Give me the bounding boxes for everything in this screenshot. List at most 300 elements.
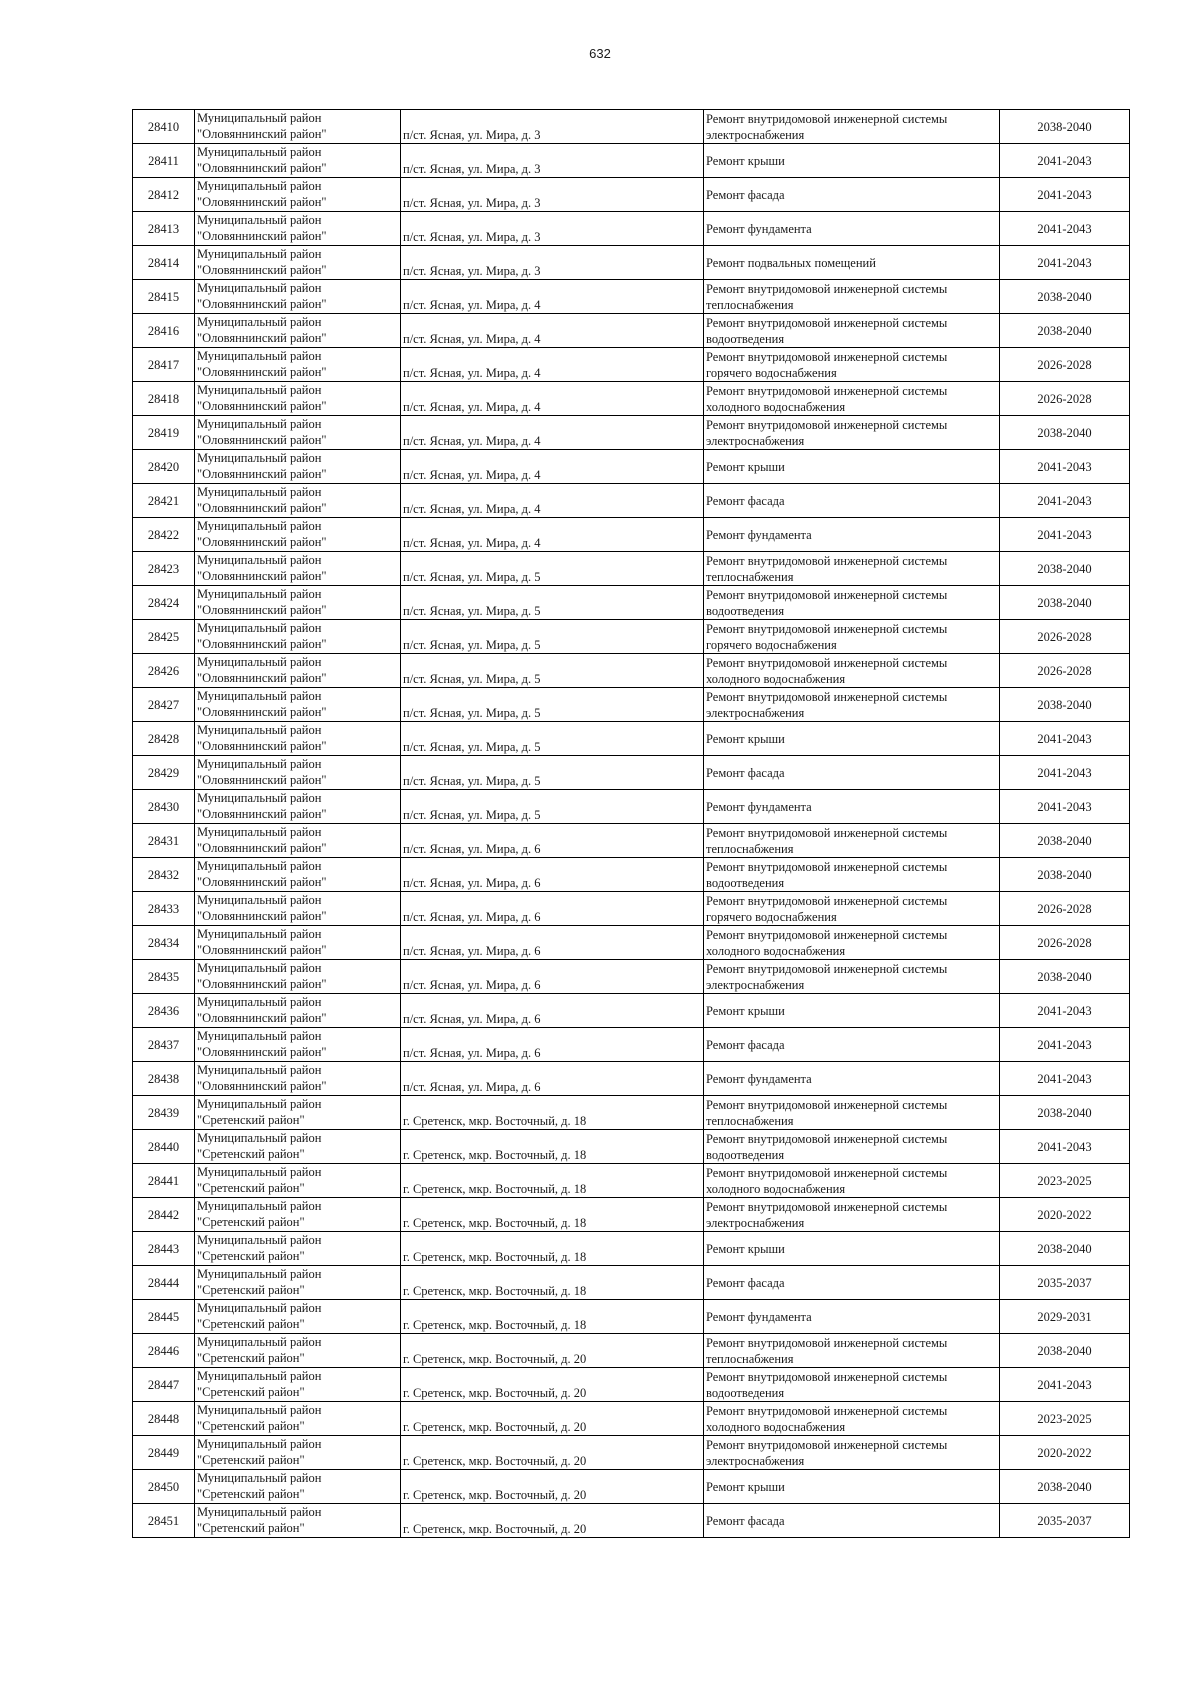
municipality-cell [195, 246, 401, 280]
period-cell: 2026-2028 [1000, 348, 1130, 382]
record-number: 28449 [133, 1436, 195, 1470]
work-type-line-1: Ремонт фасада [706, 1275, 785, 1290]
municipality-cell [195, 1164, 401, 1198]
table-row [133, 586, 1130, 620]
address-cell: г. Сретенск, мкр. Восточный, д. 18 [401, 1130, 704, 1164]
municipality-name: "Оловяннинский район" [197, 807, 327, 821]
table-row [133, 382, 1130, 416]
work-type-line-2: электроснабжения [706, 706, 805, 720]
work-type-cell [704, 1130, 1000, 1164]
work-type-line-1: Ремонт внутридомовой инженерной системы [706, 350, 948, 364]
municipality-name: "Оловяннинский район" [197, 433, 327, 447]
work-type-line-1: Ремонт фундамента [706, 799, 812, 814]
record-number: 28445 [133, 1300, 195, 1334]
period-cell: 2038-2040 [1000, 110, 1130, 144]
municipality-name: "Оловяннинский район" [197, 603, 327, 617]
municipality-type: Муниципальный район [197, 723, 322, 737]
municipality-cell [195, 552, 401, 586]
address-cell: п/ст. Ясная, ул. Мира, д. 6 [401, 1062, 704, 1096]
period-cell: 2023-2025 [1000, 1402, 1130, 1436]
municipality-type: Муниципальный район [197, 1165, 322, 1179]
work-type-line-2: электроснабжения [706, 1454, 805, 1468]
work-type-cell [704, 1368, 1000, 1402]
address-cell: п/ст. Ясная, ул. Мира, д. 4 [401, 314, 704, 348]
record-number: 28412 [133, 178, 195, 212]
record-number: 28434 [133, 926, 195, 960]
municipality-name: "Сретенский район" [197, 1385, 305, 1399]
period-cell: 2041-2043 [1000, 518, 1130, 552]
municipality-cell [195, 926, 401, 960]
work-type-cell [704, 1402, 1000, 1436]
work-type-cell [704, 858, 1000, 892]
address-cell: п/ст. Ясная, ул. Мира, д. 6 [401, 892, 704, 926]
address-cell: г. Сретенск, мкр. Восточный, д. 18 [401, 1232, 704, 1266]
municipality-type: Муниципальный район [197, 213, 322, 227]
municipality-type: Муниципальный район [197, 1369, 322, 1383]
municipality-cell [195, 586, 401, 620]
table-row [133, 756, 1130, 790]
work-type-line-1: Ремонт подвальных помещений [706, 255, 876, 270]
address-cell: п/ст. Ясная, ул. Мира, д. 4 [401, 348, 704, 382]
record-number: 28418 [133, 382, 195, 416]
table-row [133, 246, 1130, 280]
record-number: 28430 [133, 790, 195, 824]
municipality-cell [195, 654, 401, 688]
record-number: 28415 [133, 280, 195, 314]
municipality-cell [195, 314, 401, 348]
record-number: 28432 [133, 858, 195, 892]
work-type-cell [704, 450, 1000, 484]
work-type-cell [704, 892, 1000, 926]
work-type-cell [704, 314, 1000, 348]
work-type-line-1: Ремонт крыши [706, 1241, 785, 1256]
municipality-cell [195, 518, 401, 552]
period-cell: 2026-2028 [1000, 620, 1130, 654]
table-row [133, 994, 1130, 1028]
period-cell: 2041-2043 [1000, 450, 1130, 484]
table-row [133, 824, 1130, 858]
table-row [133, 1096, 1130, 1130]
municipality-name: "Сретенский район" [197, 1521, 305, 1535]
work-type-line-2: водоотведения [706, 876, 785, 890]
address-cell: п/ст. Ясная, ул. Мира, д. 4 [401, 280, 704, 314]
address-cell: г. Сретенск, мкр. Восточный, д. 18 [401, 1198, 704, 1232]
municipality-cell [195, 484, 401, 518]
municipality-cell [195, 450, 401, 484]
work-type-cell [704, 552, 1000, 586]
address-cell: п/ст. Ясная, ул. Мира, д. 6 [401, 824, 704, 858]
municipality-type: Муниципальный район [197, 315, 322, 329]
period-cell: 2038-2040 [1000, 824, 1130, 858]
work-type-cell [704, 1470, 1000, 1504]
municipality-cell [195, 892, 401, 926]
address-cell: г. Сретенск, мкр. Восточный, д. 20 [401, 1504, 704, 1538]
table-row [133, 892, 1130, 926]
municipality-cell [195, 416, 401, 450]
municipality-type: Муниципальный район [197, 247, 322, 261]
municipality-type: Муниципальный район [197, 1267, 322, 1281]
table-row [133, 484, 1130, 518]
table-row [133, 1164, 1130, 1198]
record-number: 28417 [133, 348, 195, 382]
address-cell: г. Сретенск, мкр. Восточный, д. 20 [401, 1436, 704, 1470]
work-type-line-2: холодного водоснабжения [706, 672, 846, 686]
municipality-name: "Оловяннинский район" [197, 365, 327, 379]
municipality-name: "Оловяннинский район" [197, 195, 327, 209]
period-cell: 2038-2040 [1000, 586, 1130, 620]
municipality-type: Муниципальный район [197, 1199, 322, 1213]
work-type-line-1: Ремонт внутридомовой инженерной системы [706, 1166, 948, 1180]
work-type-cell [704, 382, 1000, 416]
municipality-name: "Оловяннинский район" [197, 671, 327, 685]
period-cell: 2038-2040 [1000, 280, 1130, 314]
period-cell: 2038-2040 [1000, 688, 1130, 722]
municipality-cell [195, 1436, 401, 1470]
work-type-line-1: Ремонт внутридомовой инженерной системы [706, 656, 948, 670]
record-number: 28451 [133, 1504, 195, 1538]
period-cell: 2023-2025 [1000, 1164, 1130, 1198]
work-type-line-1: Ремонт крыши [706, 1003, 785, 1018]
municipality-cell [195, 382, 401, 416]
work-type-line-2: холодного водоснабжения [706, 1420, 846, 1434]
record-number: 28440 [133, 1130, 195, 1164]
work-type-cell [704, 1028, 1000, 1062]
municipality-name: "Оловяннинский район" [197, 535, 327, 549]
address-cell: г. Сретенск, мкр. Восточный, д. 20 [401, 1334, 704, 1368]
work-type-line-1: Ремонт фундамента [706, 1071, 812, 1086]
work-type-line-1: Ремонт внутридомовой инженерной системы [706, 1438, 948, 1452]
municipality-cell [195, 960, 401, 994]
table-row [133, 416, 1130, 450]
period-cell: 2041-2043 [1000, 722, 1130, 756]
work-type-line-2: теплоснабжения [706, 1114, 794, 1128]
address-cell: г. Сретенск, мкр. Восточный, д. 20 [401, 1470, 704, 1504]
municipality-cell [195, 858, 401, 892]
municipality-type: Муниципальный район [197, 1063, 322, 1077]
table-row [133, 1470, 1130, 1504]
work-type-line-2: горячего водоснабжения [706, 910, 837, 924]
municipality-name: "Сретенский район" [197, 1249, 305, 1263]
municipality-name: "Сретенский район" [197, 1419, 305, 1433]
work-type-line-2: холодного водоснабжения [706, 1182, 846, 1196]
period-cell: 2041-2043 [1000, 246, 1130, 280]
record-number: 28442 [133, 1198, 195, 1232]
period-cell: 2020-2022 [1000, 1436, 1130, 1470]
work-type-line-1: Ремонт внутридомовой инженерной системы [706, 622, 948, 636]
municipality-cell [195, 1028, 401, 1062]
municipality-type: Муниципальный район [197, 1233, 322, 1247]
period-cell: 2038-2040 [1000, 858, 1130, 892]
municipality-type: Муниципальный район [197, 995, 322, 1009]
work-type-line-1: Ремонт внутридомовой инженерной системы [706, 928, 948, 942]
work-type-line-1: Ремонт внутридомовой инженерной системы [706, 588, 948, 602]
period-cell: 2041-2043 [1000, 144, 1130, 178]
period-cell: 2038-2040 [1000, 416, 1130, 450]
municipality-type: Муниципальный район [197, 757, 322, 771]
record-number: 28425 [133, 620, 195, 654]
municipality-name: "Сретенский район" [197, 1351, 305, 1365]
address-cell: п/ст. Ясная, ул. Мира, д. 4 [401, 518, 704, 552]
municipality-type: Муниципальный район [197, 1437, 322, 1451]
municipality-type: Муниципальный район [197, 349, 322, 363]
address-cell: п/ст. Ясная, ул. Мира, д. 5 [401, 722, 704, 756]
municipality-name: "Оловяннинский район" [197, 943, 327, 957]
table-row [133, 1266, 1130, 1300]
table-row [133, 212, 1130, 246]
municipality-type: Муниципальный район [197, 825, 322, 839]
page-number: 632 [589, 46, 611, 61]
period-cell: 2041-2043 [1000, 994, 1130, 1028]
record-number: 28423 [133, 552, 195, 586]
work-type-cell [704, 960, 1000, 994]
municipality-name: "Сретенский район" [197, 1113, 305, 1127]
work-type-line-1: Ремонт внутридомовой инженерной системы [706, 1370, 948, 1384]
municipality-name: "Оловяннинский район" [197, 739, 327, 753]
period-cell: 2026-2028 [1000, 382, 1130, 416]
work-type-line-2: теплоснабжения [706, 570, 794, 584]
municipality-type: Муниципальный район [197, 1131, 322, 1145]
work-type-line-1: Ремонт фасада [706, 765, 785, 780]
municipality-cell [195, 994, 401, 1028]
work-type-cell [704, 246, 1000, 280]
address-cell: п/ст. Ясная, ул. Мира, д. 6 [401, 960, 704, 994]
work-type-line-2: водоотведения [706, 1386, 785, 1400]
period-cell: 2041-2043 [1000, 1368, 1130, 1402]
work-type-line-1: Ремонт внутридомовой инженерной системы [706, 1404, 948, 1418]
work-type-line-1: Ремонт фундамента [706, 527, 812, 542]
municipality-cell [195, 178, 401, 212]
municipality-cell [195, 1402, 401, 1436]
work-type-line-2: холодного водоснабжения [706, 944, 846, 958]
address-cell: п/ст. Ясная, ул. Мира, д. 5 [401, 654, 704, 688]
municipality-type: Муниципальный район [197, 519, 322, 533]
table-row [133, 552, 1130, 586]
work-type-line-2: электроснабжения [706, 128, 805, 142]
work-type-cell [704, 586, 1000, 620]
work-type-line-1: Ремонт внутридомовой инженерной системы [706, 1132, 948, 1146]
municipality-type: Муниципальный район [197, 553, 322, 567]
work-type-line-1: Ремонт фасада [706, 1037, 785, 1052]
municipality-cell [195, 1232, 401, 1266]
address-cell: п/ст. Ясная, ул. Мира, д. 6 [401, 926, 704, 960]
work-type-line-2: теплоснабжения [706, 1352, 794, 1366]
record-number: 28436 [133, 994, 195, 1028]
period-cell: 2026-2028 [1000, 654, 1130, 688]
work-type-cell [704, 416, 1000, 450]
table-row [133, 790, 1130, 824]
table-row [133, 1504, 1130, 1538]
municipality-name: "Оловяннинский район" [197, 1011, 327, 1025]
record-number: 28450 [133, 1470, 195, 1504]
municipality-cell [195, 280, 401, 314]
table-row [133, 654, 1130, 688]
record-number: 28435 [133, 960, 195, 994]
work-type-cell [704, 722, 1000, 756]
address-cell: п/ст. Ясная, ул. Мира, д. 4 [401, 382, 704, 416]
work-type-cell [704, 994, 1000, 1028]
table-row [133, 110, 1130, 144]
municipality-type: Муниципальный район [197, 961, 322, 975]
municipality-name: "Оловяннинский район" [197, 263, 327, 277]
work-type-line-2: электроснабжения [706, 978, 805, 992]
municipality-cell [195, 688, 401, 722]
work-type-line-2: водоотведения [706, 332, 785, 346]
municipality-name: "Оловяннинский район" [197, 1045, 327, 1059]
work-type-line-1: Ремонт внутридомовой инженерной системы [706, 1336, 948, 1350]
registry-table-body [133, 110, 1130, 1538]
work-type-line-1: Ремонт крыши [706, 1479, 785, 1494]
work-type-cell [704, 620, 1000, 654]
work-type-cell [704, 1164, 1000, 1198]
table-row [133, 1436, 1130, 1470]
record-number: 28431 [133, 824, 195, 858]
municipality-cell [195, 620, 401, 654]
work-type-cell [704, 178, 1000, 212]
address-cell: п/ст. Ясная, ул. Мира, д. 5 [401, 620, 704, 654]
municipality-type: Муниципальный район [197, 417, 322, 431]
record-number: 28424 [133, 586, 195, 620]
work-type-line-1: Ремонт внутридомовой инженерной системы [706, 554, 948, 568]
work-type-line-1: Ремонт внутридомовой инженерной системы [706, 1200, 948, 1214]
municipality-cell [195, 1130, 401, 1164]
municipality-cell [195, 1504, 401, 1538]
work-type-cell [704, 1232, 1000, 1266]
work-type-cell [704, 1504, 1000, 1538]
period-cell: 2041-2043 [1000, 212, 1130, 246]
work-type-line-1: Ремонт внутридомовой инженерной системы [706, 826, 948, 840]
municipality-type: Муниципальный район [197, 927, 322, 941]
work-type-line-1: Ремонт внутридомовой инженерной системы [706, 1098, 948, 1112]
table-row [133, 450, 1130, 484]
record-number: 28411 [133, 144, 195, 178]
period-cell: 2029-2031 [1000, 1300, 1130, 1334]
address-cell: п/ст. Ясная, ул. Мира, д. 6 [401, 994, 704, 1028]
period-cell: 2038-2040 [1000, 1096, 1130, 1130]
municipality-cell [195, 1062, 401, 1096]
municipality-type: Муниципальный район [197, 791, 322, 805]
municipality-name: "Сретенский район" [197, 1147, 305, 1161]
record-number: 28438 [133, 1062, 195, 1096]
municipality-cell [195, 348, 401, 382]
record-number: 28429 [133, 756, 195, 790]
table-row [133, 314, 1130, 348]
work-type-cell [704, 688, 1000, 722]
address-cell: п/ст. Ясная, ул. Мира, д. 3 [401, 110, 704, 144]
work-type-line-1: Ремонт крыши [706, 459, 785, 474]
work-type-line-1: Ремонт фасада [706, 493, 785, 508]
table-row [133, 926, 1130, 960]
table-row [133, 518, 1130, 552]
municipality-cell [195, 1300, 401, 1334]
address-cell: г. Сретенск, мкр. Восточный, д. 18 [401, 1096, 704, 1130]
record-number: 28414 [133, 246, 195, 280]
record-number: 28447 [133, 1368, 195, 1402]
municipality-cell [195, 212, 401, 246]
work-type-cell [704, 484, 1000, 518]
record-number: 28446 [133, 1334, 195, 1368]
municipality-cell [195, 1334, 401, 1368]
municipality-type: Муниципальный район [197, 451, 322, 465]
work-type-cell [704, 212, 1000, 246]
period-cell: 2026-2028 [1000, 892, 1130, 926]
municipality-type: Муниципальный район [197, 145, 322, 159]
work-type-cell [704, 824, 1000, 858]
work-type-cell [704, 1266, 1000, 1300]
work-type-line-2: теплоснабжения [706, 842, 794, 856]
municipality-cell [195, 722, 401, 756]
record-number: 28413 [133, 212, 195, 246]
work-type-cell [704, 348, 1000, 382]
table-row [133, 1300, 1130, 1334]
table-row [133, 722, 1130, 756]
municipality-cell [195, 1368, 401, 1402]
municipality-cell [195, 110, 401, 144]
record-number: 28444 [133, 1266, 195, 1300]
period-cell: 2035-2037 [1000, 1504, 1130, 1538]
municipality-cell [195, 1198, 401, 1232]
record-number: 28416 [133, 314, 195, 348]
municipality-name: "Оловяннинский район" [197, 1079, 327, 1093]
period-cell: 2041-2043 [1000, 790, 1130, 824]
work-type-line-2: холодного водоснабжения [706, 400, 846, 414]
municipality-name: "Оловяннинский район" [197, 229, 327, 243]
table-row [133, 348, 1130, 382]
period-cell: 2026-2028 [1000, 926, 1130, 960]
work-type-cell [704, 654, 1000, 688]
work-type-line-1: Ремонт фундамента [706, 221, 812, 236]
period-cell: 2038-2040 [1000, 1470, 1130, 1504]
work-type-cell [704, 144, 1000, 178]
municipality-name: "Оловяннинский район" [197, 841, 327, 855]
address-cell: г. Сретенск, мкр. Восточный, д. 20 [401, 1402, 704, 1436]
municipality-name: "Оловяннинский район" [197, 297, 327, 311]
table-row [133, 280, 1130, 314]
work-type-line-1: Ремонт внутридомовой инженерной системы [706, 316, 948, 330]
municipality-name: "Сретенский район" [197, 1181, 305, 1195]
municipality-name: "Сретенский район" [197, 1453, 305, 1467]
period-cell: 2041-2043 [1000, 756, 1130, 790]
address-cell: г. Сретенск, мкр. Восточный, д. 18 [401, 1164, 704, 1198]
work-type-line-1: Ремонт крыши [706, 731, 785, 746]
municipality-type: Муниципальный район [197, 689, 322, 703]
table-row [133, 178, 1130, 212]
municipality-type: Муниципальный район [197, 621, 322, 635]
work-type-line-1: Ремонт внутридомовой инженерной системы [706, 282, 948, 296]
work-type-cell [704, 1436, 1000, 1470]
work-type-line-2: электроснабжения [706, 434, 805, 448]
record-number: 28441 [133, 1164, 195, 1198]
work-type-line-2: теплоснабжения [706, 298, 794, 312]
address-cell: п/ст. Ясная, ул. Мира, д. 5 [401, 688, 704, 722]
address-cell: г. Сретенск, мкр. Восточный, д. 18 [401, 1266, 704, 1300]
work-type-cell [704, 756, 1000, 790]
work-type-line-1: Ремонт внутридомовой инженерной системы [706, 690, 948, 704]
municipality-type: Муниципальный район [197, 1335, 322, 1349]
record-number: 28448 [133, 1402, 195, 1436]
table-row [133, 1130, 1130, 1164]
record-number: 28439 [133, 1096, 195, 1130]
period-cell: 2041-2043 [1000, 1062, 1130, 1096]
municipality-name: "Оловяннинский район" [197, 875, 327, 889]
address-cell: п/ст. Ясная, ул. Мира, д. 3 [401, 144, 704, 178]
address-cell: п/ст. Ясная, ул. Мира, д. 5 [401, 790, 704, 824]
municipality-name: "Сретенский район" [197, 1215, 305, 1229]
municipality-type: Муниципальный район [197, 859, 322, 873]
municipality-cell [195, 1470, 401, 1504]
table-row [133, 688, 1130, 722]
period-cell: 2041-2043 [1000, 1130, 1130, 1164]
municipality-type: Муниципальный район [197, 587, 322, 601]
